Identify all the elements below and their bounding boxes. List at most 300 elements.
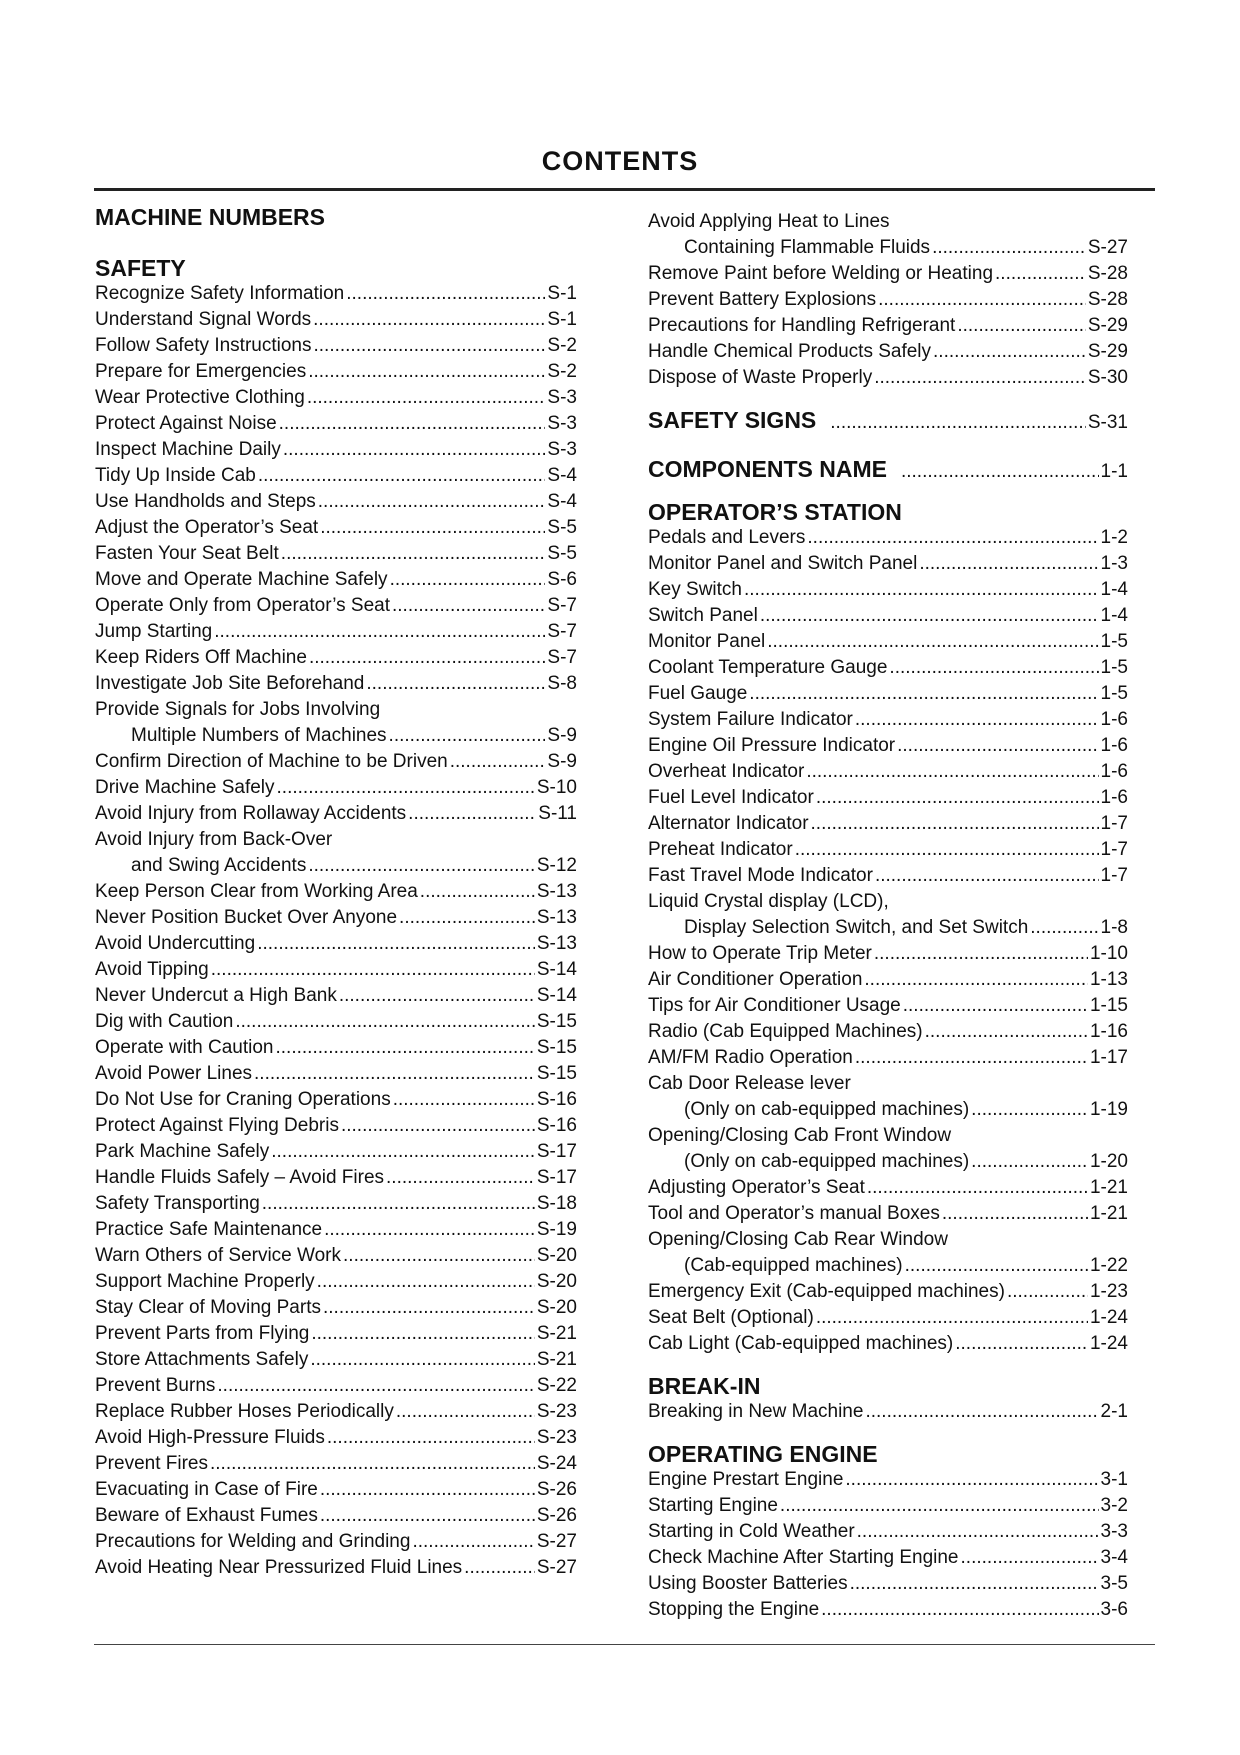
dot-leader [464,1555,535,1581]
page-number: S-5 [547,543,577,564]
dot-leader [420,879,535,905]
dot-leader [307,385,546,411]
page-number: S-9 [547,725,577,746]
page-number: S-27 [536,1557,577,1578]
page-number: S-31 [1087,412,1128,433]
toc-entry-safety-signs[interactable] [648,405,1128,435]
toc-entry[interactable] [648,577,1128,603]
toc-entry[interactable] [648,1201,1128,1227]
toc-entry[interactable] [95,385,577,411]
toc-entry[interactable] [648,1175,1128,1201]
toc-entry[interactable] [648,1571,1128,1597]
toc-entry[interactable] [95,437,577,463]
dot-leader [942,1201,1088,1227]
toc-entry-title: Avoid Tipping [95,959,209,980]
page-number: 1-16 [1089,1021,1128,1042]
page-number: 1-22 [1089,1255,1128,1276]
dot-leader [760,603,1099,629]
toc-entry[interactable] [648,863,1128,889]
toc-entry-title: Seat Belt (Optional) [648,1307,814,1328]
toc-entry[interactable] [95,1087,577,1113]
toc-entry[interactable] [95,723,577,749]
page-number: S-27 [1087,237,1128,258]
dot-leader [308,853,535,879]
break-in-entries [648,1399,1128,1425]
dot-leader [257,931,535,957]
toc-entry-title: Engine Oil Pressure Indicator [648,735,896,756]
page-number: S-5 [547,517,577,538]
toc-entry-text[interactable]: Avoid Injury from Back-Over [95,829,333,850]
toc-entry[interactable] [95,775,577,801]
toc-entry-title: Avoid Power Lines [95,1063,253,1084]
page-number: 3-3 [1100,1521,1128,1542]
toc-entry[interactable] [648,603,1128,629]
dot-leader [816,785,1099,811]
toc-entry[interactable] [648,707,1128,733]
toc-entry[interactable] [95,1373,577,1399]
page-number: 1-5 [1100,631,1128,652]
section-heading-operators-station: OPERATOR’S STATION [648,499,902,525]
toc-entry-title: Protect Against Noise [95,413,277,434]
toc-entry[interactable] [95,1477,577,1503]
page-number: 3-1 [1100,1469,1128,1490]
page-number: 1-24 [1089,1307,1128,1328]
toc-entry[interactable] [95,749,577,775]
page-number: S-1 [547,283,577,304]
toc-entry-title: Fast Travel Mode Indicator [648,865,873,886]
dot-leader [874,365,1086,391]
page-number: S-6 [547,569,577,590]
dot-leader [339,983,535,1009]
page-number: 1-13 [1089,969,1128,990]
dot-leader [396,1399,535,1425]
toc-entry[interactable] [95,1165,577,1191]
toc-entry[interactable] [95,1425,577,1451]
page-number: 1-20 [1089,1151,1128,1172]
toc-entry[interactable] [648,967,1128,993]
toc-entry[interactable] [95,1139,577,1165]
toc-entry-title: Operate with Caution [95,1037,274,1058]
toc-entry-title: Adjust the Operator’s Seat [95,517,319,538]
toc-entry[interactable] [648,1545,1128,1571]
toc-entry[interactable] [95,567,577,593]
dot-leader [320,1503,535,1529]
toc-entry[interactable] [648,1045,1128,1071]
toc-entry-title: Park Machine Safely [95,1141,270,1162]
toc-entry[interactable] [648,313,1128,339]
dot-leader [932,235,1086,261]
toc-entry[interactable] [95,983,577,1009]
toc-entry[interactable] [648,365,1128,391]
section-heading-safety-signs: SAFETY SIGNS [648,407,817,433]
toc-entry[interactable] [648,287,1128,313]
toc-entry-title: Confirm Direction of Machine to be Driven [95,751,448,772]
page-title: CONTENTS [541,146,699,176]
section-heading-safety: SAFETY [95,255,186,281]
page-number: 1-10 [1089,943,1128,964]
toc-entry-title: Stay Clear of Moving Parts [95,1297,321,1318]
dot-leader [1007,1279,1088,1305]
toc-entry-title: Replace Rubber Hoses Periodically [95,1401,394,1422]
page-number: S-3 [547,413,577,434]
dot-leader [324,1217,535,1243]
dot-leader [279,411,546,437]
page-number: 1-5 [1100,657,1128,678]
toc-entry-title: Use Handholds and Steps [95,491,316,512]
dot-leader [392,593,545,619]
page-number: S-15 [536,1011,577,1032]
toc-entry[interactable] [648,1331,1128,1357]
page-number: S-3 [547,387,577,408]
toc-entry[interactable] [95,1113,577,1139]
page-number: S-27 [536,1531,577,1552]
dot-leader [309,645,545,671]
toc-entry-text[interactable]: Cab Door Release lever [648,1073,851,1094]
toc-entry-text[interactable]: Provide Signals for Jobs Involving [95,699,381,720]
page-number: 1-6 [1100,761,1128,782]
toc-entry[interactable] [648,681,1128,707]
toc-entry[interactable] [648,993,1128,1019]
toc-entry[interactable] [648,1519,1128,1545]
dot-leader [450,749,546,775]
toc-entry[interactable] [648,1493,1128,1519]
toc-entry[interactable] [95,489,577,515]
page-number: 1-4 [1100,579,1128,600]
page-number: S-1 [547,309,577,330]
toc-entry-title: Adjusting Operator’s Seat [648,1177,865,1198]
toc-entry[interactable] [648,629,1128,655]
page-number: 1-7 [1100,865,1128,886]
page-number: S-21 [536,1349,577,1370]
toc-entry[interactable] [648,551,1128,577]
dot-leader [389,723,546,749]
toc-entry[interactable] [95,1269,577,1295]
dot-leader [767,629,1098,655]
toc-entry[interactable] [648,1305,1128,1331]
page-number: S-26 [536,1505,577,1526]
section-heading-operating-engine: OPERATING ENGINE [648,1441,878,1467]
page-number: 1-7 [1100,839,1128,860]
dot-leader [276,1035,535,1061]
toc-entry-title: Safety Transporting [95,1193,260,1214]
toc-entry[interactable] [648,261,1128,287]
page-number: S-21 [536,1323,577,1344]
toc-entry-title: Practice Safe Maintenance [95,1219,323,1240]
toc-entry-title: Fasten Your Seat Belt [95,543,279,564]
toc-entry-title: Tool and Operator’s manual Boxes [648,1203,940,1224]
toc-entry[interactable] [95,1347,577,1373]
toc-entry-title: Check Machine After Starting Engine [648,1547,959,1568]
page-number: 1-17 [1089,1047,1128,1068]
toc-entry-title: Overheat Indicator [648,761,805,782]
dot-leader [807,525,1098,551]
operators-station-entries [648,525,1128,1357]
toc-entry[interactable] [95,1217,577,1243]
toc-entry[interactable] [95,1243,577,1269]
toc-entry[interactable] [95,957,577,983]
toc-entry[interactable] [648,1253,1128,1279]
page-number: 1-8 [1100,917,1128,938]
dot-leader [821,1597,1098,1623]
page-number: S-10 [536,777,577,798]
toc-entry[interactable] [95,359,577,385]
toc-entry-title: Inspect Machine Daily [95,439,281,460]
toc-entry[interactable] [95,1061,577,1087]
toc-entry[interactable] [95,1555,577,1581]
dot-leader [971,1097,1088,1123]
toc-entry[interactable] [95,515,577,541]
toc-entry-title: Engine Prestart Engine [648,1469,844,1490]
dot-leader [864,967,1088,993]
toc-entry[interactable] [95,1399,577,1425]
toc-entry[interactable] [648,941,1128,967]
toc-entry[interactable] [95,1191,577,1217]
page-number: S-11 [538,803,577,824]
toc-entry[interactable] [648,1097,1128,1123]
dot-leader [262,1191,535,1217]
page-number: S-14 [536,959,577,980]
dot-leader [816,1305,1088,1331]
toc-entry[interactable] [648,1019,1128,1045]
page-number: S-7 [547,621,577,642]
dot-leader [281,541,546,567]
toc-entry[interactable] [95,1009,577,1035]
toc-entry-title: Precautions for Welding and Grinding [95,1531,411,1552]
page-number: S-16 [536,1115,577,1136]
toc-entry[interactable] [95,307,577,333]
page-number: 1-15 [1089,995,1128,1016]
toc-entry[interactable] [95,671,577,697]
page-number: S-20 [536,1297,577,1318]
dot-leader [749,681,1098,707]
dot-leader [320,515,545,541]
dot-leader [254,1061,535,1087]
toc-entry-text[interactable]: Opening/Closing Cab Front Window [648,1125,952,1146]
toc-entry[interactable] [95,1035,577,1061]
toc-entry-title: Jump Starting [95,621,213,642]
toc-entry[interactable] [95,411,577,437]
dot-leader [744,577,1099,603]
toc-entry-title: Emergency Exit (Cab-equipped machines) [648,1281,1005,1302]
dot-leader [313,307,545,333]
toc-entry[interactable] [648,525,1128,551]
dot-leader [811,811,1099,837]
toc-entry-title: Do Not Use for Craning Operations [95,1089,391,1110]
dot-leader [865,1399,1098,1425]
toc-entry[interactable] [95,1451,577,1477]
page-number: 1-4 [1100,605,1128,626]
toc-entry-title: Stopping the Engine [648,1599,820,1620]
toc-entry-title: Wear Protective Clothing [95,387,305,408]
page-number: 1-21 [1089,1203,1128,1224]
toc-entry-title: Fuel Gauge [648,683,748,704]
toc-left-column [95,204,577,1581]
toc-entry-title: Containing Flammable Fluids [684,237,931,258]
dot-leader [995,261,1086,287]
dot-leader [283,437,546,463]
toc-entry-title: Prevent Fires [95,1453,208,1474]
page-number: S-9 [547,751,577,772]
page-number: S-17 [536,1167,577,1188]
toc-entry[interactable] [95,333,577,359]
toc-entry-title: Keep Person Clear from Working Area [95,881,418,902]
page-number: S-18 [536,1193,577,1214]
dot-leader [346,281,545,307]
toc-entry[interactable] [648,733,1128,759]
toc-entry-title: Beware of Exhaust Fumes [95,1505,318,1526]
dot-leader [850,1571,1099,1597]
toc-entry[interactable] [95,541,577,567]
dot-leader [903,993,1088,1019]
toc-entry[interactable] [648,811,1128,837]
dot-leader [323,1295,535,1321]
toc-entry[interactable] [648,655,1128,681]
toc-entry-text[interactable]: Liquid Crystal display (LCD), [648,891,889,912]
page-number: S-22 [536,1375,577,1396]
toc-entry-title: Prevent Parts from Flying [95,1323,310,1344]
page-number: 1-23 [1089,1281,1128,1302]
dot-leader [390,567,546,593]
dot-leader [874,941,1088,967]
page-number: 1-5 [1100,683,1128,704]
page-number: 1-1 [1100,461,1128,482]
toc-entry-title: Operate Only from Operator’s Seat [95,595,390,616]
page-number: 1-3 [1100,553,1128,574]
toc-entry[interactable] [95,879,577,905]
toc-entry[interactable] [648,1399,1128,1425]
page-number: S-19 [536,1219,577,1240]
toc-entry[interactable] [95,1529,577,1555]
toc-entry-title: Avoid Undercutting [95,933,256,954]
toc-entry-text[interactable]: Avoid Applying Heat to Lines [648,211,890,232]
page-number: S-23 [536,1427,577,1448]
page-number: 3-6 [1100,1599,1128,1620]
toc-entry[interactable] [95,853,577,879]
toc-entry-title: (Cab-equipped machines) [684,1255,903,1276]
dot-leader [320,1477,535,1503]
dot-leader [1030,915,1098,941]
toc-entry[interactable] [95,281,577,307]
toc-entry-title: Starting Engine [648,1495,778,1516]
page-number: 2-1 [1100,1401,1128,1422]
toc-entry-title: Prevent Burns [95,1375,216,1396]
toc-entry-title: Recognize Safety Information [95,283,345,304]
dot-leader [845,1467,1098,1493]
toc-entry-title: Remove Paint before Welding or Heating [648,263,994,284]
page-number: 1-6 [1100,709,1128,730]
dot-leader [311,1321,535,1347]
toc-entry[interactable] [95,931,577,957]
page-number: S-20 [536,1245,577,1266]
toc-entry-title: Move and Operate Machine Safely [95,569,388,590]
toc-entry-text[interactable]: Opening/Closing Cab Rear Window [648,1229,948,1250]
page-number: 1-6 [1100,735,1128,756]
toc-entry[interactable] [95,1295,577,1321]
page-number: 1-19 [1089,1099,1128,1120]
toc-entry[interactable] [648,235,1128,261]
dot-leader [830,408,1086,438]
dot-leader [889,655,1098,681]
toc-entry[interactable] [648,785,1128,811]
page-number: S-2 [547,335,577,356]
dot-leader [366,671,545,697]
toc-entry-title: Protect Against Flying Debris [95,1115,339,1136]
dot-leader [327,1425,535,1451]
page-number: 1-6 [1100,787,1128,808]
page-number: S-14 [536,985,577,1006]
toc-entry-title: (Only on cab-equipped machines) [684,1151,970,1172]
dot-leader [412,1529,534,1555]
toc-entry-title: Dispose of Waste Properly [648,367,873,388]
dot-leader [957,313,1086,339]
toc-entry[interactable] [95,905,577,931]
dot-leader [313,333,545,359]
page-number: S-28 [1087,263,1128,284]
toc-entry[interactable] [648,837,1128,863]
dot-leader [210,1451,535,1477]
toc-entry-title: Store Attachments Safely [95,1349,309,1370]
toc-entry[interactable] [648,759,1128,785]
toc-entry[interactable] [95,593,577,619]
safety-entries [95,281,577,1581]
toc-entry[interactable] [95,1503,577,1529]
toc-entry[interactable] [95,1321,577,1347]
page-number: S-29 [1087,315,1128,336]
toc-entry-title: AM/FM Radio Operation [648,1047,853,1068]
toc-entry-title: Key Switch [648,579,742,600]
toc-entry[interactable] [648,915,1128,941]
toc-entry[interactable] [95,619,577,645]
dot-leader [971,1149,1088,1175]
dot-leader [901,457,1099,487]
footer-divider [94,1644,1155,1645]
toc-entry-title: Fuel Level Indicator [648,787,814,808]
toc-entry-title: Tips for Air Conditioner Usage [648,995,901,1016]
toc-entry-title: Handle Fluids Safely – Avoid Fires [95,1167,385,1188]
toc-entry-title: Support Machine Properly [95,1271,315,1292]
dot-leader [905,1253,1088,1279]
operating-engine-entries [648,1467,1128,1623]
dot-leader [341,1113,535,1139]
toc-entry-title: Monitor Panel [648,631,766,652]
page-number: S-15 [536,1063,577,1084]
toc-entry[interactable] [95,801,577,827]
toc-entry[interactable] [648,1279,1128,1305]
page-number: 1-24 [1089,1333,1128,1354]
section-heading-components-name: COMPONENTS NAME [648,456,887,482]
toc-entry[interactable] [95,645,577,671]
dot-leader [271,1139,535,1165]
title-divider [94,188,1155,191]
toc-entry-title: Understand Signal Words [95,309,312,330]
toc-entry-title: Cab Light (Cab-equipped machines) [648,1333,954,1354]
toc-entry-title: Drive Machine Safely [95,777,275,798]
toc-entry-title: Display Selection Switch, and Set Switch [684,917,1029,938]
toc-entry[interactable] [95,463,577,489]
toc-entry-title: Monitor Panel and Switch Panel [648,553,918,574]
dot-leader [343,1243,535,1269]
dot-leader [214,619,545,645]
toc-entry[interactable] [648,339,1128,365]
section-heading-machine-numbers: MACHINE NUMBERS [95,204,325,230]
toc-entry[interactable] [648,1149,1128,1175]
toc-entry-title: Prepare for Emergencies [95,361,307,382]
toc-entry[interactable] [648,1597,1128,1623]
page-number: S-24 [536,1453,577,1474]
toc-entry-components-name[interactable] [648,454,1128,484]
toc-entry[interactable] [648,1467,1128,1493]
dot-leader [386,1165,535,1191]
